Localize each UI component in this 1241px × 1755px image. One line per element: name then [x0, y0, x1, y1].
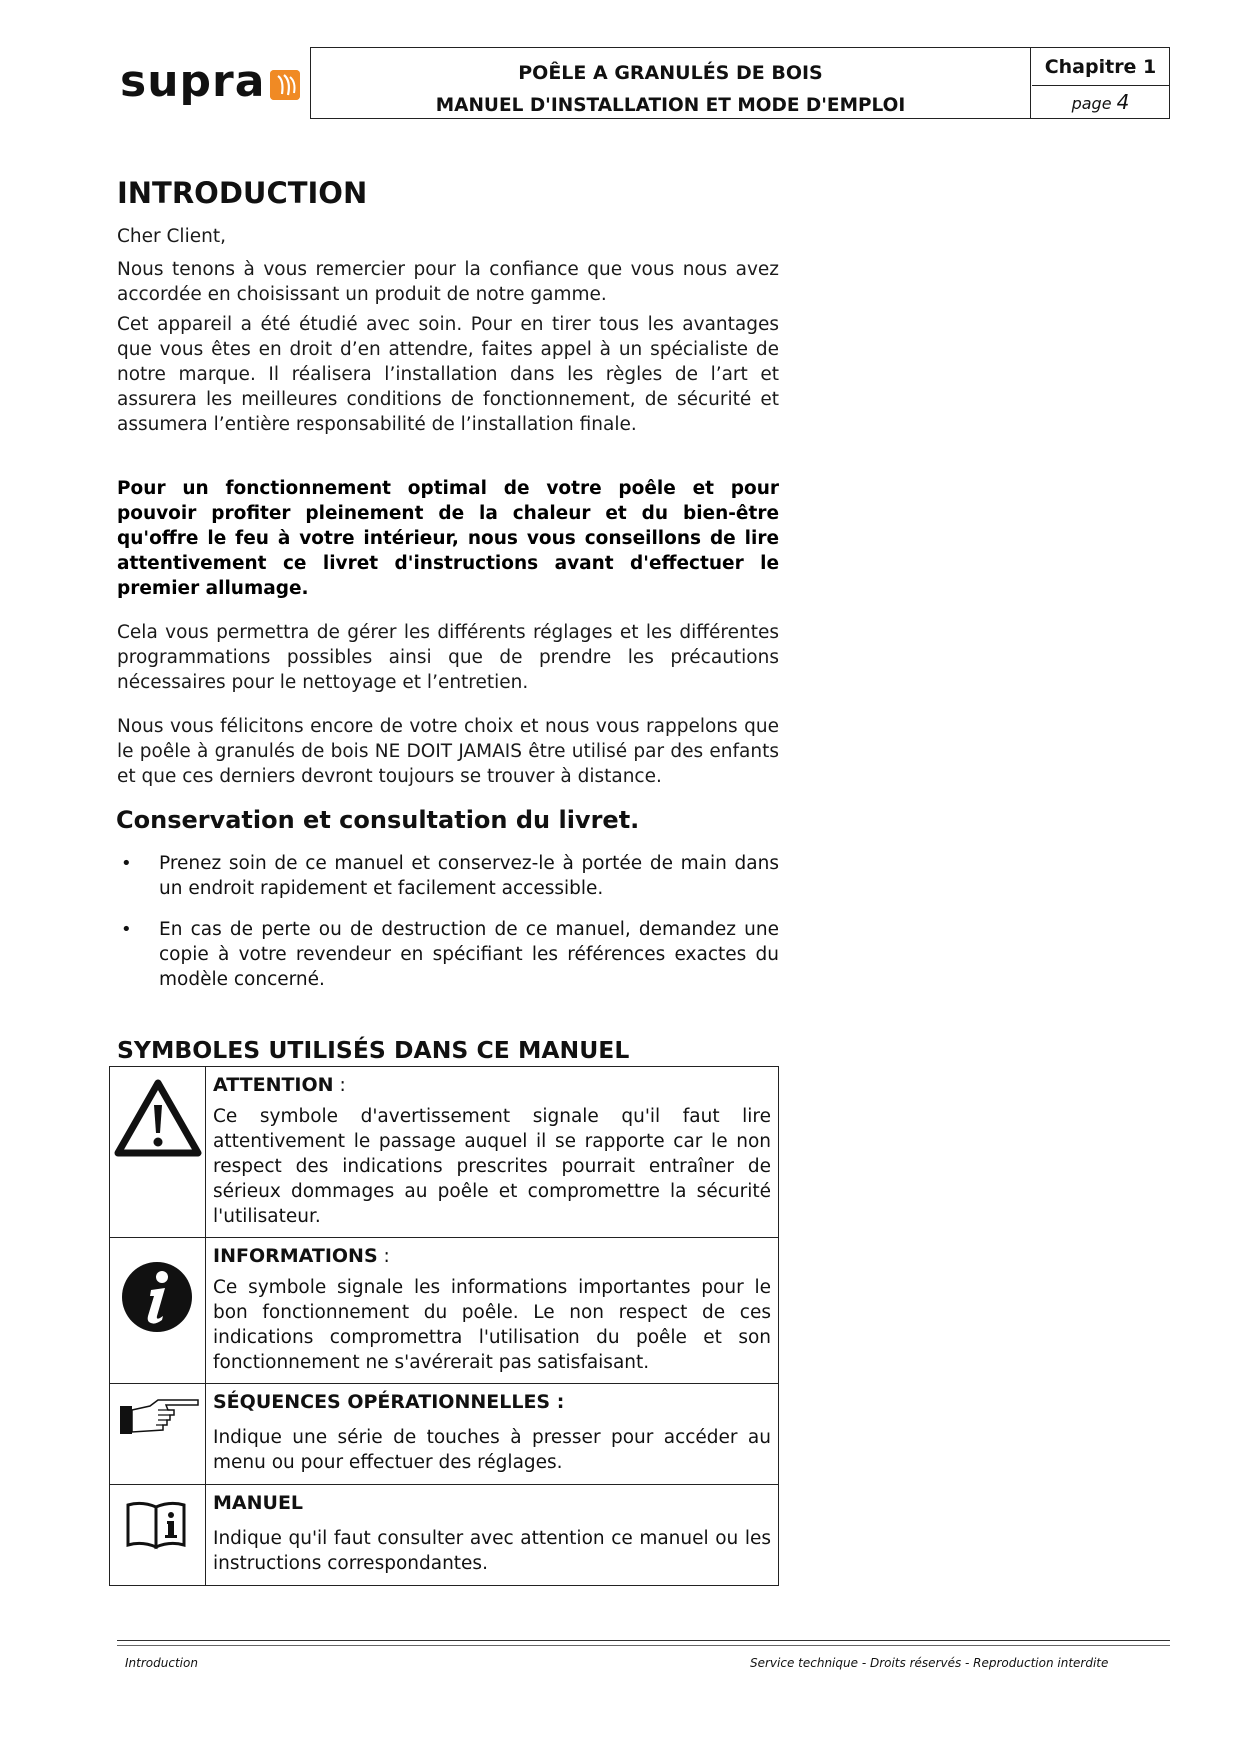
page-indicator [1032, 86, 1169, 118]
symbol-title-suffix: : [333, 1075, 346, 1096]
chapter-label: Chapitre 1 [1032, 48, 1169, 86]
logo-wordmark: supra [120, 56, 266, 107]
symbol-row-sequences [110, 1384, 779, 1485]
footer-section-name: Introduction [125, 1656, 198, 1670]
intro-heading: INTRODUCTION [117, 176, 368, 210]
symbol-description: Indique qu'il faut consulter avec attention ce manuel ou les instructions correspondantes. [213, 1528, 771, 1574]
bullet-text: Prenez soin de ce manuel et conservez-le à portée de main dans un endroit rapidement et facilement accessible. [159, 853, 779, 899]
manual-book-icon [110, 1495, 206, 1555]
intro-paragraph-2: Cet appareil a été étudié avec soin. Pour en tirer tous les avantages que vous êtes en droit d’en attendre, faites appel à un spécialiste de notre marque. Il réalisera l’installation dans les règles de l’art et assurera les meilleures conditions de fonctionnement, de sécurité et assumera l’entière responsabilité de l’installation finale. [117, 314, 779, 435]
conservation-heading: Conservation et consultation du livret. [116, 806, 640, 834]
page-number: 4 [1116, 90, 1130, 114]
pointing-hand-icon [110, 1392, 206, 1442]
page-label: page [1071, 94, 1112, 113]
header-title-line2: MANUEL D'INSTALLATION ET MODE D'EMPLOI [435, 95, 906, 116]
footer-divider [117, 1640, 1170, 1641]
symbol-text-cell [206, 1485, 779, 1586]
bullet-dot: • [121, 919, 132, 940]
symbol-icon-cell [110, 1067, 206, 1238]
symbol-title: INFORMATIONS [213, 1245, 378, 1267]
supra-logo [120, 56, 302, 107]
footer-copyright: Service technique - Droits réservés - Reproduction interdite [750, 1656, 1109, 1670]
symbol-description: Indique une série de touches à presser pour accéder au menu ou pour effectuer des réglages. [213, 1427, 771, 1473]
intro-paragraph-3: Cela vous permettra de gérer les différents réglages et les différentes programmations possibles ainsi que de prendre les précautions nécessaires pour le nettoyage et l’entretien. [117, 622, 779, 693]
symbols-table [109, 1066, 779, 1586]
warning-triangle-icon [110, 1075, 206, 1165]
greeting: Cher Client, [117, 226, 226, 247]
symbols-heading: SYMBOLES UTILISÉS DANS CE MANUEL [117, 1036, 630, 1064]
symbol-text-cell [206, 1238, 779, 1384]
symbol-description: Ce symbole signale les informations importantes pour le bon fonctionnement du poêle. Le non respect de ces indications compromettra l'utilisation du poêle et son fonctionnement ne s'avérerait pas satisfaisant. [213, 1277, 771, 1373]
intro-paragraph-bold: Pour un fonctionnement optimal de votre poêle et pour pouvoir profiter pleinement de la chaleur et du bien-être qu'offre le feu à votre intérieur, nous vous conseillons de lire attentivement ce livret d'instructions avant d'effectuer le premier allumage. [117, 478, 779, 599]
symbol-row-manuel [110, 1485, 779, 1586]
header-title-line1: POÊLE A GRANULÉS DE BOIS [518, 62, 823, 84]
flame-logo-icon [270, 70, 300, 100]
symbol-title: MANUEL [213, 1492, 304, 1514]
symbol-text-cell [206, 1067, 779, 1238]
symbol-description: Ce symbole d'avertissement signale qu'il faut lire attentivement le passage auquel il se rapporte car le non respect des indications prescrites pourrait entraîner de sérieux dommages au poêle et compromettre la sécurité l'utilisateur. [213, 1106, 771, 1227]
intro-paragraph-1: Nous tenons à vous remercier pour la confiance que vous nous avez accordée en choisissant un produit de notre gamme. [117, 259, 779, 305]
symbol-title: SÉQUENCES OPÉRATIONNELLES : [213, 1391, 565, 1413]
symbol-icon-cell [110, 1238, 206, 1384]
intro-paragraph-4: Nous vous félicitons encore de votre choix et nous vous rappelons que le poêle à granulés de bois NE DOIT JAMAIS être utilisé par des enfants et que ces derniers devront toujours se trouver à distance. [117, 716, 779, 787]
symbol-row-attention [110, 1067, 779, 1238]
symbol-text-cell [206, 1384, 779, 1485]
symbol-row-informations [110, 1238, 779, 1384]
header-title [311, 48, 1031, 118]
bullet-dot: • [121, 853, 132, 874]
info-circle-icon [110, 1252, 206, 1342]
symbol-title: ATTENTION [213, 1074, 334, 1096]
symbol-icon-cell [110, 1485, 206, 1586]
bullet-text: En cas de perte ou de destruction de ce manuel, demandez une copie à votre revendeur en spécifiant les références exactes du modèle concerné. [159, 919, 779, 990]
document-header [310, 47, 1170, 119]
symbol-title-suffix: : [377, 1246, 390, 1267]
symbol-icon-cell [110, 1384, 206, 1485]
footer-divider [117, 1645, 1170, 1646]
